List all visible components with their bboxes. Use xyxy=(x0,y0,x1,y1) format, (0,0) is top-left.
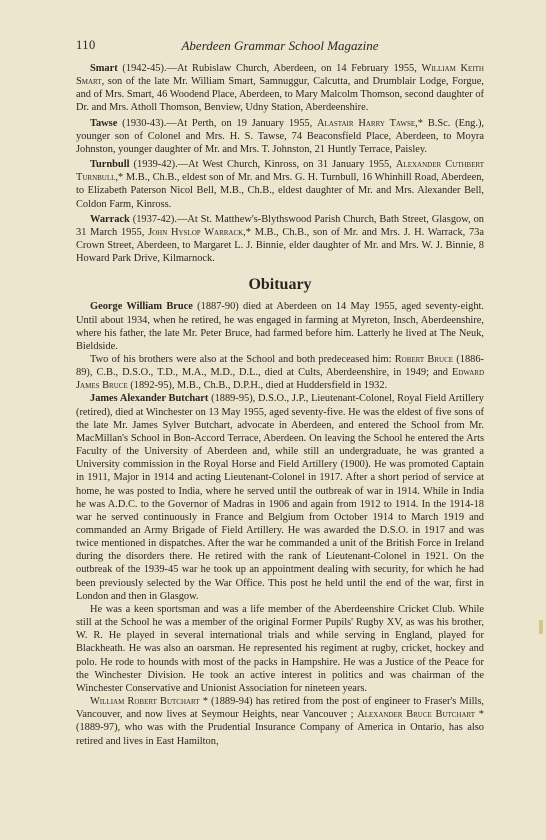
running-head xyxy=(76,38,484,56)
paragraph-text: Two of his brothers were also at the School and both predeceased him: xyxy=(90,353,395,365)
entry-surname: Warrack xyxy=(90,213,130,225)
entry-text: —At St. Matthew's-Blythswood Parish Church, Bath Street, Glasgow, on 31 March 1955, xyxy=(76,213,484,238)
entry-text: * B.Sc. (Eng.), younger son of Colonel and Mrs. H. S. Tawse, 74 Beaconsfield Place, Aberdeen, to Moyra Johnston, younger daughter of Mr. and Mrs. T. Johnston, 21 Huntly Terrace, Paisley. xyxy=(76,117,485,155)
entry-surname: Tawse xyxy=(90,117,118,129)
paragraph-text: (1889-95), D.S.O., J.P., Lieutenant-Colonel, Royal Field Artillery (retired), died at Winchester on 13 May 1955, aged seventy-five. He was the eldest of five sons of the late Mr. James Sylver Butchart, advocate in Aberdeen, and entered the School from Mr. MacMillan's School in Bon-Accord Terrace, Aberdeen. On leaving the School he entered the Arts Faculty of the University of Aberdeen and, while still an undergraduate, he was granted a University commission in the Royal Horse and Field Artillery (1900). He was promoted Captain in 1911, Major in 1914 and acting Lieutenant-Colonel in 1917. After a short period of service at home, he was posted to India, where he served until the outbreak of war in 1914. While in India he was A.D.C. to the Governor of Madras in 1906 and again from 1912 to 1914. In the 1914-18 war he served continuously in France and Belgium from October 1914 to March 1919 and commanded an Army Brigade of Field Artillery. He was awarded the D.S.O. in 1917 and was twice mentioned in dispatches. After the war he commanded a unit of the British Force in Ireland during the disorders there. He retired with the rank of Lieutenant-Colonel in 1921. On the outbreak of the 1939-45 war he took up an appointment dealing with security, for which he had been previously selected by the War Office. This post he held until the end of the war, first in London and then in Glasgow. xyxy=(76,393,484,602)
obituary-heading: Obituary xyxy=(248,276,312,294)
marriage-entry-tawse xyxy=(76,117,484,156)
obituary-butchart-sport-paragraph: He was a keen sportsman and was a life member of the Aberdeenshire Cricket Club. While still at the School he was a member of the original Former Pupils' Rugby XV, as was his brother, W. R. He played in several international trials and while serving in England, played for Blackheath. He was also an oarsman. He represented his regiment at rugby, cricket, hockey and polo. He rode to hounds with most of the packs in Hampshire. He was a Justice of the Peace for the Winchester Division. He took an active interest in politics and was chairman of the Winchester Conservative and Unionist Association for nineteen years. xyxy=(76,603,484,694)
obituary-bruce-brothers-paragraph xyxy=(76,353,484,392)
entry-fullname: William Keith Smart, xyxy=(76,63,484,88)
entry-text: son of the late Mr. William Smart, Samnuggur, Calcutta, and Drumblair Lodge, Forgue, and of Mrs. Smart, 46 Woodend Place, Aberdeen, to Mary Malcolm Thomson, second daughter of Dr. and Mrs. Atholl Thomson, Benview, Udny Station, Aberdeenshire. xyxy=(76,76,484,114)
entry-years: (1937-42). xyxy=(129,213,177,225)
entry-years: (1939-42). xyxy=(129,159,178,171)
obituary-butchart-brothers-paragraph xyxy=(76,695,484,748)
obituary-section xyxy=(76,300,484,747)
paragraph-text: (1887-90) died at Aberdeen on 14 May 1955, aged seventy-eight. Until about 1934, when he retired, he was engaged in farming at Myreton, Insch, Aberdeenshire, where his father, the late Mr. Peter Bruce, had farmed before him. Latterly he lived at The Neuk, Bieldside. xyxy=(76,301,485,352)
entry-text: * M.B., Ch.B., eldest son of Mr. and Mrs. G. H. Turnbull, 16 Whinhill Road, Aberdeen, to Elizabeth Paterson Nicol Bell, M.B., Ch.B., eldest daughter of Mr. and Mrs. Alexander Bell, Coldon Farm, Kinross. xyxy=(76,172,484,210)
person-name: William Robert Butchart xyxy=(90,696,200,708)
obituary-name: James Alexander Butchart xyxy=(90,393,209,405)
marriage-entry-warrack xyxy=(76,213,484,266)
marriage-entry-turnbull xyxy=(76,158,484,211)
entry-text: —At Rubislaw Church, Aberdeen, on 14 February 1955, xyxy=(166,63,422,74)
person-name: Alexander Bruce Butchart xyxy=(357,709,476,721)
paragraph-text: (1886-89), C.B., D.S.O., T.D., M.A., M.D., D.L., died at Cults, Aberdeenshire, in 1949; and xyxy=(76,353,484,379)
paragraph-text: * (1889-97), who was with the Prudential Insurance Company of America in Ontario, has also retired and lives in East Hamilton, xyxy=(76,709,484,747)
page-edge-mark xyxy=(539,620,543,634)
entry-years: (1930-43). xyxy=(117,117,167,129)
marriage-notices xyxy=(76,62,484,265)
person-name: Edward James Bruce xyxy=(76,367,484,392)
entry-text: —At West Church, Kinross, on 31 January 1955, xyxy=(177,159,396,171)
obituary-name: George William Bruce xyxy=(90,301,193,313)
person-name: Robert Bruce xyxy=(394,353,454,365)
entry-fullname: Alexander Cuthbert Turnbull, xyxy=(76,159,484,184)
entry-surname: Turnbull xyxy=(90,159,130,171)
entry-text: —At Perth, on 19 January 1955, xyxy=(166,117,318,129)
journal-title: Aberdeen Grammar School Magazine xyxy=(181,38,379,53)
entry-fullname: John Hyslop Warrack, xyxy=(148,226,246,238)
obituary-bruce-paragraph xyxy=(76,300,484,353)
entry-text: * M.B., Ch.B., son of Mr. and Mrs. J. H. Warrack, 73a Crown Street, Aberdeen, to Margaret L. J. Binnie, elder daughter of Mr. and Mrs. W. J. Binnie, 8 Howard Park Drive, Kilmarnock. xyxy=(76,226,484,265)
entry-surname: Smart xyxy=(90,63,118,74)
marriage-entry-smart xyxy=(76,62,484,115)
entry-years: (1942-45). xyxy=(117,63,167,74)
entry-fullname: Alastair Harry Tawse, xyxy=(317,117,418,129)
obituary-butchart-paragraph xyxy=(76,392,484,603)
paragraph-text: * (1889-94) has retired from the post of engineer to Fraser's Mills, Vancouver, and now lives at Seymour Heights, near Vancouver ; xyxy=(76,696,484,721)
page-number: 110 xyxy=(76,38,96,52)
paragraph-text: (1892-95), M.B., Ch.B., D.P.H., died at Huddersfield in 1932. xyxy=(127,380,388,392)
